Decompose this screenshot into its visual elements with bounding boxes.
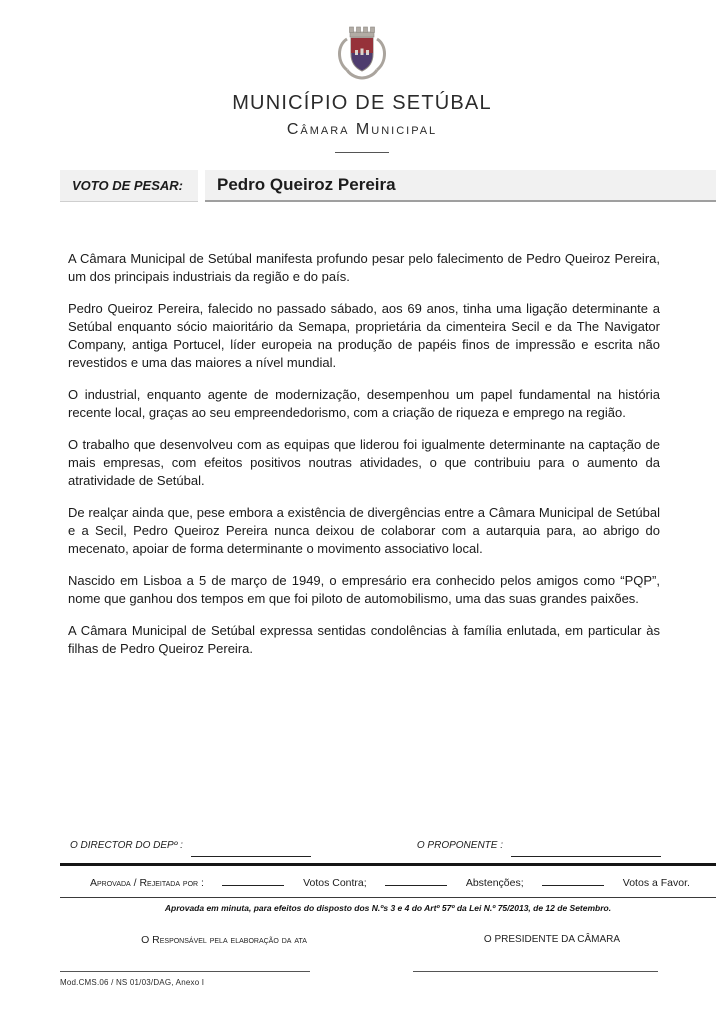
final-signature-lines [60, 970, 716, 972]
roles-row [60, 934, 716, 946]
director-signature-group [70, 840, 311, 857]
minutes-writer-label: O Responsável pela elaboração da ata [141, 934, 307, 946]
body-paragraph: O trabalho que desenvolveu com as equipas que liderou foi igualmente determinante na captação de mais empresas, com efeitos positivos noutras atividades, o que contribuiu para o aumento da atratividade de Setúbal. [68, 437, 660, 488]
title-bar [60, 170, 716, 202]
director-label: O DIRECTOR DO DEPº : [70, 840, 183, 851]
document-type-label: VOTO DE PESAR: [60, 170, 198, 202]
votes-against-blank [385, 874, 447, 886]
approval-prefix: Aprovada / Rejeitada por : [90, 877, 204, 889]
minute-approval-note: Aprovada em minuta, para efeitos do disposto dos N.ºs 3 e 4 do Artº 57º da Lei N.º 75/2013, de 12 de Setembro. [164, 903, 612, 913]
body-paragraph: Pedro Queiroz Pereira, falecido no passado sábado, aos 69 anos, tinha uma ligação determinante a Setúbal enquanto sócio maioritário da Semapa, proprietária da cimenteira Secil e da The Navigator Company, antiga Portucel, líder europeia na produção de papéis finos de impressão e escrita não revestidos e uma das maiores a nível mundial. [68, 301, 660, 370]
signature-row [60, 840, 716, 857]
chamber-name: Câmara Municipal [286, 121, 438, 138]
form-code: Mod.CMS.06 / NS 01/03/DAG, Anexo I [60, 978, 205, 987]
body-paragraph: O industrial, enquanto agente de modernização, desempenhou um papel fundamental na história recente local, graças ao seu empreendedorismo, com a criação de riqueza e emprego na região. [68, 387, 660, 420]
proponent-signature-group [417, 840, 661, 857]
votes-against-label: Votos Contra; [303, 877, 367, 889]
document-footer [60, 840, 716, 987]
body-paragraph: A Câmara Municipal de Setúbal manifesta profundo pesar pelo falecimento de Pedro Queiroz Pereira, um dos principais industriais da região e do país. [68, 251, 660, 284]
document-subject: Pedro Queiroz Pereira [205, 170, 716, 202]
votes-for-label: Votos a Favor. [622, 877, 690, 889]
setubal-coat-of-arms-icon [330, 24, 394, 84]
header-divider [335, 152, 389, 153]
proponent-signature-line [511, 842, 661, 857]
mayor-signature-line [413, 970, 658, 972]
mayor-label: O PRESIDENTE DA CÂMARA [483, 934, 621, 945]
minutes-writer-signature-line [60, 970, 310, 972]
document-body [68, 250, 660, 658]
abstentions-blank [542, 874, 604, 886]
municipality-name: MUNICÍPIO DE SETÚBAL [232, 92, 492, 114]
director-signature-line [191, 842, 311, 857]
approval-row [60, 874, 716, 889]
document-header [0, 0, 724, 153]
thin-divider [60, 897, 716, 898]
body-paragraph: De realçar ainda que, pese embora a existência de divergências entre a Câmara Municipal de Setúbal e a Secil, Pedro Queiroz Pereira nunca deixou de colaborar com a autarquia para, ao abrigo do mecenato, apoiar de forma determinante o movimento associativo local. [68, 505, 660, 556]
body-paragraph: Nascido em Lisboa a 5 de março de 1949, o empresário era conhecido pelos amigos como “PQP”, nome que ganhou dos tempos em que foi piloto de automobilismo, uma das suas grandes paixões. [68, 573, 660, 606]
approval-count-blank [222, 874, 284, 886]
body-paragraph: A Câmara Municipal de Setúbal expressa sentidas condolências à família enlutada, em particular às filhas de Pedro Queiroz Pereira. [68, 623, 660, 656]
thick-divider [60, 863, 716, 866]
abstentions-label: Abstenções; [465, 877, 524, 889]
proponent-label: O PROPONENTE : [416, 840, 503, 851]
